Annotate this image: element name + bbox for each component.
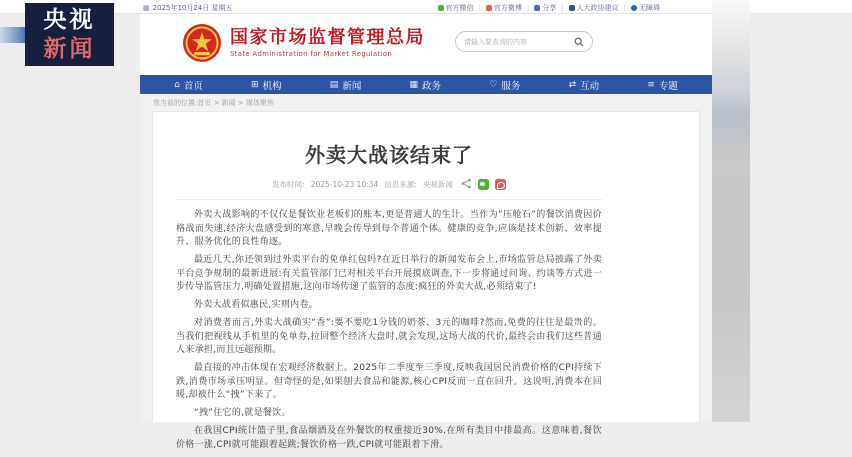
samr-website (140, 0, 712, 450)
video-edge-gradient (712, 0, 750, 422)
article-body (176, 209, 602, 452)
paragraph: 外卖大战影响的不仅仅是餐饮业老板们的账本,更是普通人的生计。当作为“压舱石”的餐饮消费因价格战而失速,经济大盘感受到的寒意,早晚会传导到每个普通个体。健康的竞争,应该是技术创新、效率提升、服务优化的良性角逐。 (176, 210, 602, 247)
interact-icon: ⇄ (568, 79, 577, 90)
nav-label: 服务 (501, 80, 521, 92)
watermark-line2: 新闻 (43, 35, 96, 62)
wechat-share-icon[interactable] (478, 179, 489, 190)
link-label: 无障碍 (639, 4, 660, 12)
link-label: 官方微博 (493, 4, 522, 12)
nav-label: 新闻 (342, 80, 362, 92)
publish-time-label: 发布时间: (272, 180, 305, 189)
news-icon: ▤ (329, 79, 339, 90)
link-accessibility[interactable] (631, 3, 660, 13)
globe-icon (631, 5, 637, 11)
search-icon[interactable] (574, 37, 584, 47)
nav-item-gov[interactable] (410, 78, 442, 92)
separator: | (561, 4, 564, 12)
weibo-share-icon[interactable] (495, 179, 506, 190)
nav-item-org[interactable] (251, 78, 282, 92)
watermark-line1: 央视 (43, 6, 96, 33)
paragraph: “拽”住它的,就是餐饮。 (194, 408, 291, 418)
separator: | (623, 4, 626, 12)
publish-time: 2025-10-23 10:34 (310, 180, 379, 189)
link-share[interactable] (534, 3, 556, 13)
org-icon: ⊞ (251, 79, 259, 90)
weibo-icon (486, 5, 492, 11)
share-icon (534, 5, 540, 11)
nav-item-topics[interactable] (647, 78, 678, 92)
person-icon (569, 5, 575, 11)
article-panel (152, 111, 700, 450)
site-subtitle: State Administration for Market Regulation (230, 50, 393, 58)
separator: | (478, 4, 481, 12)
nav-label: 机构 (262, 80, 282, 92)
paragraph: 在我国CPI统计篮子里,食品烟酒及在外餐饮的权重接近30%,在所有类目中排最高。这意味着,餐饮价格一涨,CPI就可能跟着起跳;餐饮价格一跌,CPI就可能跟着下滑。 (176, 426, 602, 450)
paragraph: 最近几天,你还领到过外卖平台的免单红包吗?在近日举行的新闻发布会上,市场监管总局披露了外卖平台竞争规制的最新进展:有关监管部门已对相关平台开展摸底调查,下一步将通过问询、约谈等方式进一步传导监管压力,明确处置措施,这向市场传递了监管的态度:疯狂的外卖大战,必须结束了! (176, 255, 602, 292)
nav-item-interact[interactable] (569, 78, 600, 92)
nav-item-home[interactable] (174, 78, 203, 92)
national-emblem-icon (182, 23, 222, 63)
share-icon[interactable] (461, 178, 472, 191)
site-title: 国家市场监督管理总局 (230, 27, 425, 48)
link-official-weibo[interactable] (486, 3, 522, 13)
article-meta (176, 178, 602, 191)
breadcrumb[interactable]: 您当前的位置:首页 > 新闻 > 媒体聚焦 (153, 99, 274, 107)
site-search (455, 31, 593, 52)
main-nav (140, 75, 712, 94)
paragraph: 最直接的冲击体现在宏观经济数据上。2025年二季度至三季度,反映我国居民消费价格的CPI持续下跌,消费市场承压明显。但奇怪的是,如果刨去食品和能源,核心CPI反而一直在回升。这说明,消费本在回暖,却被什么“拽”下来了。 (176, 363, 602, 400)
home-icon: ⌂ (174, 79, 180, 90)
date-text: 2025年10月24日 星期五 (152, 4, 233, 12)
cctv-news-watermark (25, 3, 114, 66)
site-brand[interactable] (182, 23, 425, 63)
article-title: 外卖大战该结束了 (305, 143, 473, 167)
nav-item-service[interactable] (489, 78, 520, 92)
brand-text (230, 28, 425, 58)
separator: | (526, 4, 530, 12)
paragraph: 对消费者而言,外卖大战确实“香”:要不要吃1分钱的奶茶、3元的咖啡?然而,免费的往往是最贵的。当我们把视线从手机里的免单券,拉回整个经济大盘时,就会发现,这场大战的代价,最终会由我们这些普通人来承担,而且远超预期。 (176, 318, 602, 355)
wechat-icon (438, 5, 444, 11)
gov-icon: ▦ (409, 79, 419, 90)
topics-icon: ≡ (647, 79, 655, 90)
nav-label: 首页 (183, 80, 203, 92)
article-column (176, 112, 602, 457)
current-date (143, 3, 232, 13)
link-official-wechat[interactable] (438, 3, 474, 13)
nav-item-news[interactable] (330, 78, 362, 92)
top-links (438, 3, 660, 13)
calendar-icon: ▦ (143, 4, 150, 12)
service-icon: ♡ (489, 79, 498, 90)
nav-label: 专题 (658, 80, 678, 92)
meta-divider (176, 199, 602, 200)
site-header (140, 14, 712, 75)
paragraph: 外卖大战看似惠民,实则内卷。 (194, 300, 319, 310)
source-label: 信息来源: (384, 180, 417, 189)
nav-label: 政务 (422, 80, 442, 92)
search-input[interactable] (464, 38, 574, 46)
link-npc-cppcc[interactable] (569, 3, 619, 13)
source: 央视新闻 (422, 180, 453, 189)
nav-label: 互动 (580, 80, 600, 92)
link-label: 分享 (542, 4, 557, 12)
link-label: 人大政协建议 (576, 4, 619, 12)
link-label: 官方微信 (445, 4, 474, 12)
